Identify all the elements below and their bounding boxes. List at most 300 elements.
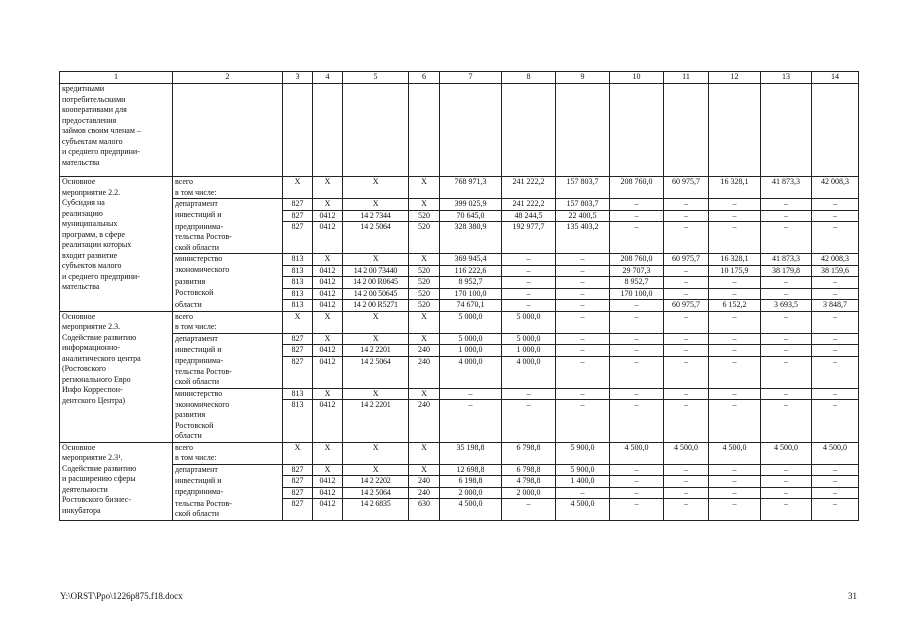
section-code-cell: 0412 [313, 300, 343, 312]
footer-filename: Y:\ORST\Ppo\1226p875.f18.docx [60, 591, 183, 601]
year-2016-cell: – [610, 499, 664, 521]
year-2014-cell: – [502, 265, 556, 277]
column-header-2: 2 [173, 72, 283, 84]
total-amount-cell: 35 198,8 [440, 442, 502, 464]
column-header-10: 10 [610, 72, 664, 84]
year-2019-cell: – [761, 476, 812, 488]
admin-code-cell: 813 [283, 388, 313, 400]
year-2018-cell: – [709, 476, 761, 488]
year-2017-cell: – [664, 476, 709, 488]
expense-type-cell: 240 [409, 400, 440, 443]
empty-cell [409, 84, 440, 177]
year-2017-cell: 60 975,7 [664, 177, 709, 199]
footer-page-number: 31 [848, 591, 857, 601]
year-2014-cell: – [502, 254, 556, 266]
executor-label-part: предпринима- тельства Ростов- ской области [173, 222, 283, 254]
year-2018-cell: – [709, 277, 761, 289]
admin-code-cell: 813 [283, 254, 313, 266]
total-amount-cell: 369 945,4 [440, 254, 502, 266]
target-code-cell: 14 2 5064 [343, 356, 409, 388]
section-code-cell: 0412 [313, 210, 343, 222]
year-2018-cell: – [709, 288, 761, 300]
section-code-cell: X [313, 388, 343, 400]
executor-label-part: всего в том числе: [173, 311, 283, 333]
year-2018-cell: 6 152,2 [709, 300, 761, 312]
year-2016-cell: 29 707,3 [610, 265, 664, 277]
target-code-cell: X [343, 311, 409, 333]
year-2019-cell: – [761, 277, 812, 289]
year-2016-cell: 170 100,0 [610, 288, 664, 300]
column-header-13: 13 [761, 72, 812, 84]
year-2019-cell: – [761, 345, 812, 357]
target-code-cell: X [343, 442, 409, 464]
year-2014-cell: 192 977,7 [502, 222, 556, 254]
year-2020-cell: – [812, 222, 859, 254]
year-2018-cell: – [709, 333, 761, 345]
total-amount-cell: 5 000,0 [440, 311, 502, 333]
year-2020-cell: – [812, 277, 859, 289]
year-2015-cell: 157 803,7 [556, 177, 610, 199]
executor-label-part: экономического развития Ростовской области [173, 400, 283, 443]
year-2019-cell: – [761, 356, 812, 388]
table-row [60, 177, 859, 199]
section-code-cell: X [313, 199, 343, 211]
table-row [60, 265, 859, 277]
year-2016-cell: – [610, 476, 664, 488]
year-2016-cell: – [610, 400, 664, 443]
target-code-cell: 14 2 00 73440 [343, 265, 409, 277]
year-2018-cell: – [709, 499, 761, 521]
total-amount-cell: 328 380,9 [440, 222, 502, 254]
year-2015-cell: – [556, 400, 610, 443]
admin-code-cell: 827 [283, 199, 313, 211]
year-2014-cell: – [502, 388, 556, 400]
year-2016-cell: – [610, 210, 664, 222]
expense-type-cell: 520 [409, 300, 440, 312]
expense-type-cell: X [409, 388, 440, 400]
year-2016-cell: – [610, 311, 664, 333]
target-code-cell: 14 2 00 R0645 [343, 277, 409, 289]
admin-code-cell: X [283, 311, 313, 333]
year-2019-cell: 38 179,8 [761, 265, 812, 277]
target-code-cell: X [343, 254, 409, 266]
year-2018-cell: – [709, 388, 761, 400]
total-amount-cell: 4 500,0 [440, 499, 502, 521]
admin-code-cell: 827 [283, 476, 313, 488]
table-row [60, 356, 859, 388]
empty-cell [556, 84, 610, 177]
year-2018-cell: 10 175,9 [709, 265, 761, 277]
admin-code-cell: 827 [283, 487, 313, 499]
section-code-cell: 0412 [313, 476, 343, 488]
year-2018-cell: – [709, 356, 761, 388]
target-code-cell: 14 2 00 50645 [343, 288, 409, 300]
target-code-cell: 14 2 6835 [343, 499, 409, 521]
column-header-4: 4 [313, 72, 343, 84]
expense-type-cell: 240 [409, 345, 440, 357]
admin-code-cell: X [283, 442, 313, 464]
executor-label-part: департамент [173, 464, 283, 476]
year-2017-cell: – [664, 400, 709, 443]
year-2019-cell: – [761, 487, 812, 499]
target-code-cell: X [343, 388, 409, 400]
year-2014-cell: 6 798,8 [502, 464, 556, 476]
table-row [60, 222, 859, 254]
year-2019-cell: – [761, 333, 812, 345]
year-2016-cell: 208 760,0 [610, 254, 664, 266]
executor-label-part: предпринима- [173, 487, 283, 499]
column-header-9: 9 [556, 72, 610, 84]
year-2019-cell: – [761, 199, 812, 211]
year-2017-cell: – [664, 288, 709, 300]
year-2018-cell: – [709, 464, 761, 476]
column-header-3: 3 [283, 72, 313, 84]
year-2016-cell: – [610, 388, 664, 400]
column-header-1: 1 [60, 72, 173, 84]
table-row [60, 442, 859, 464]
section-code-cell: 0412 [313, 288, 343, 300]
year-2017-cell: – [664, 464, 709, 476]
year-2015-cell: – [556, 356, 610, 388]
year-2018-cell: – [709, 222, 761, 254]
section-code-cell: 0412 [313, 265, 343, 277]
year-2019-cell: 3 693,5 [761, 300, 812, 312]
empty-cell [812, 84, 859, 177]
expense-type-cell: X [409, 442, 440, 464]
table-row [60, 464, 859, 476]
year-2016-cell: – [610, 300, 664, 312]
total-amount-cell: 70 645,0 [440, 210, 502, 222]
year-2016-cell: – [610, 222, 664, 254]
expense-type-cell: 520 [409, 265, 440, 277]
executor-label-part: министерство [173, 388, 283, 400]
column-header-14: 14 [812, 72, 859, 84]
target-code-cell: 14 2 2202 [343, 476, 409, 488]
year-2014-cell: 241 222,2 [502, 177, 556, 199]
empty-cell [173, 84, 283, 177]
year-2020-cell: – [812, 499, 859, 521]
executor-label-part: предпринима- тельства Ростов- ской области [173, 356, 283, 388]
table-row [60, 388, 859, 400]
year-2014-cell: 1 000,0 [502, 345, 556, 357]
year-2019-cell: – [761, 388, 812, 400]
section-code-cell: X [313, 333, 343, 345]
empty-cell [502, 84, 556, 177]
total-amount-cell: 6 198,8 [440, 476, 502, 488]
column-header-8: 8 [502, 72, 556, 84]
expense-type-cell: X [409, 199, 440, 211]
year-2019-cell: – [761, 210, 812, 222]
target-code-cell: 14 2 5064 [343, 487, 409, 499]
year-2015-cell: 135 403,2 [556, 222, 610, 254]
year-2016-cell: 208 760,0 [610, 177, 664, 199]
year-2014-cell: 5 000,0 [502, 311, 556, 333]
year-2015-cell: – [556, 345, 610, 357]
executor-label-part: тельства Ростов- ской области [173, 499, 283, 521]
year-2020-cell: – [812, 333, 859, 345]
continuation-row [60, 84, 859, 177]
year-2015-cell: 5 900,0 [556, 442, 610, 464]
year-2020-cell: 38 159,6 [812, 265, 859, 277]
year-2014-cell: – [502, 499, 556, 521]
year-2017-cell: – [664, 333, 709, 345]
measure-name: Основное мероприятие 2.2. Субсидия на реализацию муниципальных программ, в сфере реализации которых входит развитие субъектов малого и среднего предприни- мательства [60, 177, 173, 312]
year-2020-cell: – [812, 345, 859, 357]
measure-name: Основное мероприятие 2.3¹. Содействие развитию и расширению сферы деятельности Ростовского бизнес- инкубатора [60, 442, 173, 520]
table-row [60, 333, 859, 345]
year-2020-cell: – [812, 210, 859, 222]
section-code-cell: 0412 [313, 345, 343, 357]
admin-code-cell: 813 [283, 400, 313, 443]
empty-cell [283, 84, 313, 177]
section-code-cell: 0412 [313, 487, 343, 499]
empty-cell [343, 84, 409, 177]
table-header-row [60, 72, 859, 84]
year-2018-cell: – [709, 487, 761, 499]
year-2014-cell: 2 000,0 [502, 487, 556, 499]
total-amount-cell: 5 000,0 [440, 333, 502, 345]
executor-label-part: экономического [173, 265, 283, 277]
admin-code-cell: 827 [283, 345, 313, 357]
year-2019-cell: 41 873,3 [761, 177, 812, 199]
target-code-cell: 14 2 00 R5271 [343, 300, 409, 312]
year-2015-cell: – [556, 311, 610, 333]
total-amount-cell: 12 698,8 [440, 464, 502, 476]
year-2020-cell: – [812, 464, 859, 476]
year-2017-cell: – [664, 487, 709, 499]
target-code-cell: X [343, 199, 409, 211]
year-2016-cell: 4 500,0 [610, 442, 664, 464]
target-code-cell: 14 2 7344 [343, 210, 409, 222]
table-row [60, 199, 859, 211]
year-2017-cell: 60 975,7 [664, 300, 709, 312]
admin-code-cell: 813 [283, 288, 313, 300]
empty-cell [313, 84, 343, 177]
year-2016-cell: – [610, 487, 664, 499]
admin-code-cell: X [283, 177, 313, 199]
executor-label-part: департамент [173, 199, 283, 211]
admin-code-cell: 827 [283, 222, 313, 254]
table-row [60, 300, 859, 312]
admin-code-cell: 813 [283, 277, 313, 289]
table-row [60, 210, 859, 222]
total-amount-cell: 116 222,6 [440, 265, 502, 277]
total-amount-cell: 399 025,9 [440, 199, 502, 211]
column-header-6: 6 [409, 72, 440, 84]
empty-cell [761, 84, 812, 177]
year-2020-cell: 3 848,7 [812, 300, 859, 312]
measure-name: Основное мероприятие 2.3. Содействие развитию информационно- аналитического центра (Ростовского регионального Евро Инфо Корреспон- дентского Центра) [60, 311, 173, 442]
section-code-cell: X [313, 464, 343, 476]
executor-label-part: инвестиций и [173, 210, 283, 222]
executor-label-part: Ростовской [173, 288, 283, 300]
year-2016-cell: – [610, 333, 664, 345]
year-2014-cell: 5 000,0 [502, 333, 556, 345]
expense-type-cell: X [409, 464, 440, 476]
year-2017-cell: – [664, 277, 709, 289]
year-2016-cell: – [610, 345, 664, 357]
year-2020-cell: – [812, 400, 859, 443]
empty-cell [610, 84, 664, 177]
year-2016-cell: – [610, 199, 664, 211]
total-amount-cell: 170 100,0 [440, 288, 502, 300]
year-2017-cell: – [664, 210, 709, 222]
year-2014-cell: 48 244,5 [502, 210, 556, 222]
year-2014-cell: – [502, 277, 556, 289]
admin-code-cell: 813 [283, 300, 313, 312]
table-row [60, 400, 859, 443]
budget-table [59, 71, 859, 521]
section-code-cell: 0412 [313, 222, 343, 254]
year-2020-cell: – [812, 487, 859, 499]
total-amount-cell: 1 000,0 [440, 345, 502, 357]
column-header-11: 11 [664, 72, 709, 84]
executor-label-part: всего в том числе: [173, 442, 283, 464]
year-2015-cell: – [556, 265, 610, 277]
year-2015-cell: 157 803,7 [556, 199, 610, 211]
year-2017-cell: – [664, 265, 709, 277]
target-code-cell: X [343, 177, 409, 199]
admin-code-cell: 827 [283, 464, 313, 476]
executor-label-part: инвестиций и [173, 476, 283, 488]
column-header-12: 12 [709, 72, 761, 84]
executor-label-part: всего в том числе: [173, 177, 283, 199]
section-code-cell: 0412 [313, 356, 343, 388]
total-amount-cell: 8 952,7 [440, 277, 502, 289]
target-code-cell: 14 2 2201 [343, 400, 409, 443]
year-2019-cell: – [761, 311, 812, 333]
year-2015-cell: – [556, 388, 610, 400]
year-2018-cell: 16 328,1 [709, 177, 761, 199]
expense-type-cell: X [409, 311, 440, 333]
table-row [60, 476, 859, 488]
target-code-cell: X [343, 333, 409, 345]
year-2018-cell: – [709, 345, 761, 357]
year-2014-cell: – [502, 288, 556, 300]
year-2019-cell: – [761, 499, 812, 521]
section-code-cell: 0412 [313, 400, 343, 443]
target-code-cell: X [343, 464, 409, 476]
admin-code-cell: 813 [283, 265, 313, 277]
year-2020-cell: – [812, 356, 859, 388]
admin-code-cell: 827 [283, 499, 313, 521]
expense-type-cell: 520 [409, 222, 440, 254]
year-2015-cell: – [556, 288, 610, 300]
expense-type-cell: 520 [409, 288, 440, 300]
year-2015-cell: – [556, 333, 610, 345]
year-2017-cell: – [664, 311, 709, 333]
empty-cell [664, 84, 709, 177]
executor-label-part: департамент [173, 333, 283, 345]
year-2017-cell: – [664, 199, 709, 211]
year-2015-cell: – [556, 300, 610, 312]
year-2019-cell: 4 500,0 [761, 442, 812, 464]
column-header-7: 7 [440, 72, 502, 84]
year-2019-cell: – [761, 464, 812, 476]
year-2017-cell: – [664, 388, 709, 400]
year-2020-cell: – [812, 311, 859, 333]
year-2020-cell: 4 500,0 [812, 442, 859, 464]
section-code-cell: 0412 [313, 277, 343, 289]
year-2019-cell: 41 873,3 [761, 254, 812, 266]
section-code-cell: 0412 [313, 499, 343, 521]
year-2015-cell: 5 900,0 [556, 464, 610, 476]
year-2020-cell: 42 008,3 [812, 254, 859, 266]
year-2017-cell: – [664, 356, 709, 388]
total-amount-cell: 768 971,3 [440, 177, 502, 199]
total-amount-cell: – [440, 388, 502, 400]
year-2014-cell: 4 000,0 [502, 356, 556, 388]
total-amount-cell: – [440, 400, 502, 443]
year-2020-cell: – [812, 388, 859, 400]
expense-type-cell: 240 [409, 487, 440, 499]
column-header-5: 5 [343, 72, 409, 84]
year-2018-cell: 16 328,1 [709, 254, 761, 266]
executor-label-part: министерство [173, 254, 283, 266]
year-2020-cell: – [812, 476, 859, 488]
executor-label-part: инвестиций и [173, 345, 283, 357]
section-code-cell: X [313, 311, 343, 333]
year-2018-cell: – [709, 311, 761, 333]
expense-type-cell: 520 [409, 277, 440, 289]
year-2019-cell: – [761, 222, 812, 254]
year-2014-cell: – [502, 400, 556, 443]
year-2017-cell: 4 500,0 [664, 442, 709, 464]
year-2018-cell: – [709, 210, 761, 222]
year-2015-cell: 22 400,5 [556, 210, 610, 222]
year-2016-cell: – [610, 464, 664, 476]
executor-label-part: области [173, 300, 283, 312]
table-row [60, 254, 859, 266]
year-2015-cell: – [556, 487, 610, 499]
year-2019-cell: – [761, 400, 812, 443]
expense-type-cell: 240 [409, 356, 440, 388]
table-row [60, 345, 859, 357]
target-code-cell: 14 2 5064 [343, 222, 409, 254]
table-row [60, 311, 859, 333]
year-2018-cell: – [709, 400, 761, 443]
expense-type-cell: 630 [409, 499, 440, 521]
year-2017-cell: – [664, 222, 709, 254]
executor-label-part: развития [173, 277, 283, 289]
section-code-cell: X [313, 442, 343, 464]
year-2014-cell: 6 798,8 [502, 442, 556, 464]
year-2016-cell: 8 952,7 [610, 277, 664, 289]
year-2020-cell: – [812, 288, 859, 300]
year-2020-cell: 42 008,3 [812, 177, 859, 199]
year-2014-cell: 241 222,2 [502, 199, 556, 211]
year-2014-cell: 4 798,8 [502, 476, 556, 488]
admin-code-cell: 827 [283, 356, 313, 388]
table-row [60, 277, 859, 289]
total-amount-cell: 2 000,0 [440, 487, 502, 499]
total-amount-cell: 74 670,1 [440, 300, 502, 312]
section-code-cell: X [313, 177, 343, 199]
section-code-cell: X [313, 254, 343, 266]
expense-type-cell: X [409, 254, 440, 266]
expense-type-cell: X [409, 177, 440, 199]
table-row [60, 288, 859, 300]
year-2020-cell: – [812, 199, 859, 211]
empty-cell [440, 84, 502, 177]
expense-type-cell: 240 [409, 476, 440, 488]
year-2015-cell: 4 500,0 [556, 499, 610, 521]
year-2016-cell: – [610, 356, 664, 388]
total-amount-cell: 4 000,0 [440, 356, 502, 388]
year-2017-cell: 60 975,7 [664, 254, 709, 266]
expense-type-cell: X [409, 333, 440, 345]
year-2014-cell: – [502, 300, 556, 312]
